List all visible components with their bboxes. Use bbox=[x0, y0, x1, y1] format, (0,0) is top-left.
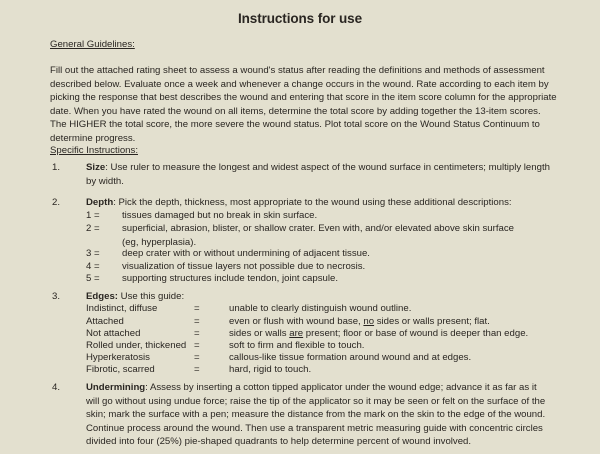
specific-instructions-heading: Specific Instructions: bbox=[50, 145, 138, 156]
equals-sign: = bbox=[194, 303, 200, 314]
page-title: Instructions for use bbox=[237, 11, 362, 26]
item-label: Undermining bbox=[86, 382, 146, 393]
text-line: skin; mark the surface with a pen; measure the distance from the mark on the skin to the edge of the wound. bbox=[86, 409, 546, 420]
edge-term: Not attached bbox=[86, 328, 141, 339]
text-line: picking the response that best describes the wound and entering that score in the item score column for the appropriate bbox=[50, 92, 557, 103]
text-line: determine progress. bbox=[50, 132, 136, 144]
text-line: The HIGHER the total score, the more severe the wound status. Plot total score on the Wound Status Continuum to bbox=[50, 119, 540, 130]
depth-scale-value: visualization of tissue layers not possible due to necrosis. bbox=[122, 261, 366, 272]
text-line: Continue process around the wound. Then use a transparent metric measuring guide with concentric circles bbox=[86, 422, 543, 434]
edge-definition: even or flush with wound base, no sides or walls present; flat. bbox=[229, 316, 490, 327]
item-number: 3. bbox=[52, 291, 61, 302]
text-line: will go without using undue force; raise the tip of the applicator so it may be seen or felt on the surface of the bbox=[86, 395, 546, 407]
depth-scale-value: deep crater with or without undermining of adjacent tissue. bbox=[122, 248, 370, 259]
equals-sign: = bbox=[194, 340, 200, 351]
item-number: 4. bbox=[52, 382, 61, 393]
item-label: Edges: bbox=[86, 291, 118, 302]
text-line: : Pick the depth, thickness, most appropriate to the wound using these additional descriptions: bbox=[113, 197, 512, 208]
depth-scale-value: supporting structures include tendon, joint capsule. bbox=[122, 273, 338, 284]
edge-term: Hyperkeratosis bbox=[86, 352, 150, 363]
item-undermining bbox=[86, 381, 576, 449]
text-line: described below. Evaluate once a week and whenever a change occurs in the wound. Rate according to each item by bbox=[50, 78, 549, 90]
general-guidelines-text bbox=[50, 64, 570, 145]
item-label: Depth bbox=[86, 197, 114, 208]
edge-term: Fibrotic, scarred bbox=[86, 364, 155, 375]
depth-scale-key: 5 = bbox=[86, 273, 100, 284]
general-guidelines-heading: General Guidelines: bbox=[50, 39, 135, 50]
equals-sign: = bbox=[194, 328, 200, 339]
text-line: by width. bbox=[86, 175, 124, 187]
text-line: Use this guide: bbox=[118, 291, 185, 302]
edge-definition: callous-like tissue formation around wound and at edges. bbox=[229, 352, 472, 363]
equals-sign: = bbox=[194, 352, 200, 363]
text-line: Fill out the attached rating sheet to assess a wound's status after reading the definitions and methods of assessment bbox=[50, 65, 545, 76]
equals-sign: = bbox=[194, 316, 200, 327]
depth-scale-value: tissues damaged but no break in skin surface. bbox=[122, 210, 318, 221]
text-line: : Use ruler to measure the longest and widest aspect of the wound surface in centimeters; multiply length bbox=[105, 162, 550, 173]
text-line: (eg, hyperplasia). bbox=[122, 236, 197, 248]
text-line: superficial, abrasion, blister, or shallow crater. Even with, and/or elevated above skin surface bbox=[122, 223, 514, 234]
depth-scale-key: 4 = bbox=[86, 261, 100, 272]
item-label: Size bbox=[86, 162, 106, 173]
edge-term: Indistinct, diffuse bbox=[86, 303, 158, 314]
item-depth bbox=[86, 196, 576, 210]
depth-scale-value bbox=[122, 222, 562, 249]
depth-scale-key: 1 = bbox=[86, 210, 100, 221]
item-number: 2. bbox=[52, 197, 61, 208]
edge-definition: sides or walls are present; floor or base of wound is deeper than edge. bbox=[229, 328, 529, 339]
item-number: 1. bbox=[52, 162, 61, 173]
edge-definition: unable to clearly distinguish wound outline. bbox=[229, 303, 412, 314]
text-line: : Assess by inserting a cotton tipped applicator under the wound edge; advance it as far as it bbox=[145, 382, 537, 393]
edge-term: Rolled under, thickened bbox=[86, 340, 187, 351]
edge-definition: soft to firm and flexible to touch. bbox=[229, 340, 365, 351]
edge-definition: hard, rigid to touch. bbox=[229, 364, 312, 375]
text-line: divided into four (25%) pie-shaped quadrants to help determine percent of wound involved. bbox=[86, 436, 472, 447]
text-line: date. When you have rated the wound on all items, determine the total score by adding together the 13-item scores. bbox=[50, 105, 541, 117]
depth-scale-key: 2 = bbox=[86, 223, 100, 234]
item-size bbox=[86, 161, 576, 188]
equals-sign: = bbox=[194, 364, 200, 375]
edge-term: Attached bbox=[86, 316, 124, 327]
depth-scale-key: 3 = bbox=[86, 248, 100, 259]
